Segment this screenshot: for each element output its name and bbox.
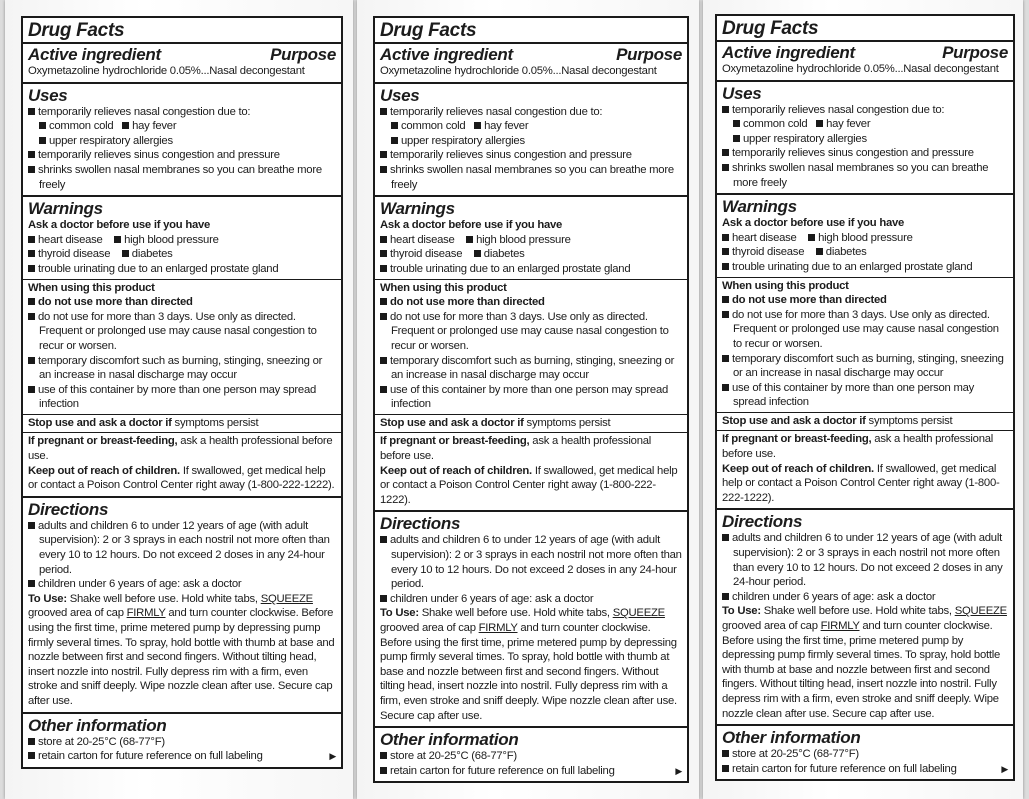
uses-shrinks: shrinks swollen nasal membranes so you can breathe more freely xyxy=(38,163,322,191)
warning-do-not-use: do not use more than directed xyxy=(390,296,545,309)
section-directions xyxy=(717,510,1013,726)
bullet-icon xyxy=(722,384,729,391)
bullet-icon xyxy=(28,236,35,243)
bullet-icon xyxy=(474,122,481,129)
bullet-icon xyxy=(733,135,740,142)
bullet-icon xyxy=(28,522,35,529)
stop-use-bold: Stop use and ask a doctor if xyxy=(28,416,172,429)
other-store: store at 20-25°C (68-77°F) xyxy=(38,735,165,748)
section-uses xyxy=(375,84,687,198)
other-retain: retain carton for future reference on full labeling xyxy=(732,762,957,775)
warning-container: use of this container by more than one person may spread infection xyxy=(732,381,975,409)
bullet-icon xyxy=(380,151,387,158)
warning-discomfort: temporary discomfort such as burning, stinging, sneezing or an increase in nasal discharge may occur xyxy=(38,354,323,382)
drug-facts-label xyxy=(373,16,689,783)
active-ingredient-header: Active ingredient xyxy=(722,43,855,62)
uses-intro: temporarily relieves nasal congestion due to: xyxy=(38,105,251,118)
bullet-icon xyxy=(28,738,35,745)
section-uses xyxy=(23,84,341,198)
warnings-header: Warnings xyxy=(380,199,455,219)
bullet-icon xyxy=(474,250,481,257)
bullet-icon xyxy=(722,234,729,241)
bullet-icon xyxy=(466,236,473,243)
section-other-information xyxy=(375,728,687,781)
bullet-icon xyxy=(722,355,729,362)
directions-adults: adults and children 6 to under 12 years of age (with adult supervision): 2 or 3 sprays in each nostril not more often than every 10 to 12 hours. Do not exceed 2 doses in any 24-hour period. xyxy=(732,532,1003,589)
bullet-icon xyxy=(380,536,387,543)
ingredient-line: Oxymetazoline hydrochloride 0.05%...Nasal decongestant xyxy=(380,65,657,77)
bullet-icon xyxy=(391,122,398,129)
bullet-icon xyxy=(816,120,823,127)
to-use-3: and turn counter clockwise. Before using the first time, prime metered pump by depressing pump firmly several times. To spray, hold bottle with thumb at base and nozzle between first and second fingers. Without tilting head, insert nozzle into nostril. Fully depress rim with a firm, even stroke and sniff deeply. Wipe nozzle clean after use. Secure cap after use. xyxy=(28,607,335,707)
bullet-icon xyxy=(380,357,387,364)
bullet-icon xyxy=(28,151,35,158)
section-other-information xyxy=(717,726,1013,779)
purpose-header: Purpose xyxy=(270,45,336,64)
section-directions xyxy=(375,512,687,728)
uses-sinus: temporarily relieves sinus congestion and pressure xyxy=(732,147,974,160)
drug-facts-title: Drug Facts xyxy=(28,20,125,41)
continue-arrow-icon: ▶ xyxy=(675,765,682,776)
to-use-1: Shake well before use. Hold white tabs, xyxy=(760,605,955,618)
bullet-icon xyxy=(28,580,35,587)
section-directions xyxy=(23,498,341,714)
bullet-icon xyxy=(722,106,729,113)
keep-out-bold: Keep out of reach of children. xyxy=(380,464,532,477)
bullet-icon xyxy=(28,166,35,173)
continue-arrow-icon: ▶ xyxy=(329,751,336,762)
uses-shrinks: shrinks swollen nasal membranes so you can breathe more freely xyxy=(732,161,989,189)
pregnant-bold: If pregnant or breast-feeding, xyxy=(380,435,530,448)
warnings-header: Warnings xyxy=(28,199,103,219)
keep-out-bold: Keep out of reach of children. xyxy=(722,462,874,475)
active-ingredient-header: Active ingredient xyxy=(28,45,161,64)
directions-children: children under 6 years of age: ask a doctor xyxy=(732,590,936,603)
to-use-3: and turn counter clockwise. Before using the first time, prime metered pump by depressing pump firmly several times. To spray, hold bottle with thumb at base and nozzle between first and second fingers. Without tilting head, insert nozzle into nostril. Fully depress rim with a firm, even stroke and sniff deeply. Wipe nozzle clean after use. Secure cap after use. xyxy=(380,622,677,722)
uses-common-cold: common cold xyxy=(49,120,114,133)
bullet-icon xyxy=(380,752,387,759)
firmly-word: FIRMLY xyxy=(478,622,518,634)
bullet-icon xyxy=(380,108,387,115)
squeeze-word: SQUEEZE xyxy=(954,605,1007,618)
to-use-bold: To Use: xyxy=(722,605,761,618)
warning-blood-pressure: high blood pressure xyxy=(124,233,219,246)
warning-do-not-use: do not use more than directed xyxy=(38,296,193,309)
squeeze-word: SQUEEZE xyxy=(612,607,665,620)
carton-panel-middle xyxy=(357,0,699,799)
warning-three-days: do not use for more than 3 days. Use only as directed. Frequent or prolonged use may cause nasal congestion to recur or worsen. xyxy=(38,310,317,352)
purpose-header: Purpose xyxy=(616,45,682,64)
directions-header: Directions xyxy=(722,512,803,532)
warning-urinating: trouble urinating due to an enlarged prostate gland xyxy=(38,262,279,275)
stop-use-bold: Stop use and ask a doctor if xyxy=(380,416,524,429)
other-info-header: Other information xyxy=(722,728,861,748)
section-warnings xyxy=(717,195,1013,510)
section-warnings xyxy=(375,197,687,512)
pregnant-bold: If pregnant or breast-feeding, xyxy=(722,433,872,446)
ingredient-line: Oxymetazoline hydrochloride 0.05%...Nasal decongestant xyxy=(722,63,999,75)
bullet-icon xyxy=(722,248,729,255)
to-use-bold: To Use: xyxy=(380,607,419,620)
warning-container: use of this container by more than one person may spread infection xyxy=(38,383,317,411)
to-use-3: and turn counter clockwise. Before using the first time, prime metered pump by depressing pump firmly several times. To spray, hold bottle with thumb at base and nozzle between first and second fingers. Without tilting head, insert nozzle into nostril. Fully depress rim with a firm, even stroke and sniff deeply. Wipe nozzle clean after use. Secure cap after use. xyxy=(722,620,1001,720)
bullet-icon xyxy=(114,236,121,243)
bullet-icon xyxy=(380,595,387,602)
bullet-icon xyxy=(722,765,729,772)
warning-container: use of this container by more than one person may spread infection xyxy=(390,383,669,411)
warning-three-days: do not use for more than 3 days. Use only as directed. Frequent or prolonged use may cause nasal congestion to recur or worsen. xyxy=(732,308,999,350)
section-header xyxy=(23,18,341,84)
active-ingredient-row xyxy=(375,42,687,64)
warning-diabetes: diabetes xyxy=(825,246,867,259)
stop-use-rest: symptoms persist xyxy=(171,416,259,429)
section-warnings xyxy=(23,197,341,498)
section-uses xyxy=(717,82,1013,196)
bullet-icon xyxy=(380,166,387,173)
to-use-1: Shake well before use. Hold white tabs, xyxy=(418,607,613,620)
uses-allergies: upper respiratory allergies xyxy=(49,134,173,147)
bullet-icon xyxy=(39,137,46,144)
continue-arrow-icon: ▶ xyxy=(1001,763,1008,774)
when-using-heading: When using this product xyxy=(28,281,155,294)
uses-header: Uses xyxy=(380,85,420,105)
bullet-icon xyxy=(28,386,35,393)
other-info-header: Other information xyxy=(28,715,167,735)
directions-header: Directions xyxy=(28,499,109,519)
warning-heart: heart disease xyxy=(38,233,103,246)
bullet-icon xyxy=(28,298,35,305)
bullet-icon xyxy=(380,767,387,774)
pregnant-rest: ask a health professional before use. xyxy=(28,435,333,463)
to-use-2: grooved area of cap xyxy=(722,620,821,632)
firmly-word: FIRMLY xyxy=(126,607,166,620)
warning-diabetes: diabetes xyxy=(131,248,173,261)
uses-shrinks: shrinks swollen nasal membranes so you can breathe more freely xyxy=(390,163,674,191)
bullet-icon xyxy=(122,250,129,257)
bullet-icon xyxy=(722,311,729,318)
bullet-icon xyxy=(380,298,387,305)
carton-panel-right xyxy=(703,0,1023,799)
purpose-header: Purpose xyxy=(942,43,1008,62)
uses-intro: temporarily relieves nasal congestion due to: xyxy=(390,105,603,118)
bullet-icon xyxy=(122,122,129,129)
bullet-icon xyxy=(28,313,35,320)
bullet-icon xyxy=(722,534,729,541)
bullet-icon xyxy=(380,386,387,393)
uses-hay-fever: hay fever xyxy=(132,120,177,133)
section-header xyxy=(375,18,687,84)
uses-header: Uses xyxy=(722,83,762,103)
active-ingredient-header: Active ingredient xyxy=(380,45,513,64)
bullet-icon xyxy=(28,265,35,272)
bullet-icon xyxy=(816,248,823,255)
bullet-icon xyxy=(39,122,46,129)
uses-sinus: temporarily relieves sinus congestion and pressure xyxy=(390,149,632,162)
section-other-information xyxy=(23,714,341,767)
directions-children: children under 6 years of age: ask a doctor xyxy=(390,592,594,605)
directions-adults: adults and children 6 to under 12 years of age (with adult supervision): 2 or 3 sprays in each nostril not more often than every 10 to 12 hours. Do not exceed 2 doses in any 24-hour period. xyxy=(390,534,682,591)
warning-thyroid: thyroid disease xyxy=(390,248,463,261)
directions-children: children under 6 years of age: ask a doctor xyxy=(38,578,242,591)
warning-heart: heart disease xyxy=(390,233,455,246)
bullet-icon xyxy=(722,296,729,303)
bullet-icon xyxy=(28,250,35,257)
bullet-icon xyxy=(380,250,387,257)
drug-facts-label xyxy=(21,16,343,769)
warning-urinating: trouble urinating due to an enlarged prostate gland xyxy=(390,262,631,275)
bullet-icon xyxy=(28,752,35,759)
ask-doctor-heading: Ask a doctor before use if you have xyxy=(380,219,563,232)
stop-use-rest: symptoms persist xyxy=(865,414,953,427)
carton-panel-left xyxy=(5,0,353,799)
uses-header: Uses xyxy=(28,85,68,105)
directions-adults: adults and children 6 to under 12 years of age (with adult supervision): 2 or 3 sprays in each nostril not more often than every 10 to 12 hours. Do not exceed 2 doses in any 24-hour period. xyxy=(38,519,330,576)
drug-facts-label xyxy=(715,14,1015,781)
to-use-2: grooved area of cap xyxy=(380,622,479,634)
stop-use-bold: Stop use and ask a doctor if xyxy=(722,414,866,427)
ask-doctor-heading: Ask a doctor before use if you have xyxy=(28,219,211,232)
active-ingredient-row xyxy=(717,40,1013,62)
bullet-icon xyxy=(733,120,740,127)
squeeze-word: SQUEEZE xyxy=(260,592,313,605)
warning-three-days: do not use for more than 3 days. Use only as directed. Frequent or prolonged use may cause nasal congestion to recur or worsen. xyxy=(390,310,669,352)
other-store: store at 20-25°C (68-77°F) xyxy=(732,748,859,761)
uses-allergies: upper respiratory allergies xyxy=(401,134,525,147)
warning-heart: heart disease xyxy=(732,231,797,244)
warning-thyroid: thyroid disease xyxy=(732,246,805,259)
bullet-icon xyxy=(28,108,35,115)
firmly-word: FIRMLY xyxy=(820,620,860,632)
to-use-1: Shake well before use. Hold white tabs, xyxy=(66,592,261,605)
section-header xyxy=(717,16,1013,82)
warning-blood-pressure: high blood pressure xyxy=(818,231,913,244)
drug-facts-title: Drug Facts xyxy=(722,18,819,39)
directions-header: Directions xyxy=(380,514,461,534)
ask-doctor-heading: Ask a doctor before use if you have xyxy=(722,217,905,230)
other-retain: retain carton for future reference on full labeling xyxy=(390,764,615,777)
uses-hay-fever: hay fever xyxy=(484,120,529,133)
uses-hay-fever: hay fever xyxy=(826,118,871,131)
uses-allergies: upper respiratory allergies xyxy=(743,132,867,145)
keep-out-rest: If swallowed, get medical help or contact a Poison Control Center right away (1-800-222-1222). xyxy=(28,464,335,492)
warning-blood-pressure: high blood pressure xyxy=(476,233,571,246)
bullet-icon xyxy=(808,234,815,241)
pregnant-rest: ask a health professional before use. xyxy=(722,433,994,461)
to-use-bold: To Use: xyxy=(28,592,67,605)
to-use-2: grooved area of cap xyxy=(28,607,127,620)
uses-sinus: temporarily relieves sinus congestion and pressure xyxy=(38,149,280,162)
warning-thyroid: thyroid disease xyxy=(38,248,111,261)
warnings-header: Warnings xyxy=(722,197,797,217)
ingredient-line: Oxymetazoline hydrochloride 0.05%...Nasal decongestant xyxy=(28,65,305,77)
keep-out-rest: If swallowed, get medical help or contact a Poison Control Center right away (1-800-222-1222). xyxy=(722,462,1000,504)
bullet-icon xyxy=(380,313,387,320)
keep-out-bold: Keep out of reach of children. xyxy=(28,464,180,477)
other-store: store at 20-25°C (68-77°F) xyxy=(390,750,517,763)
uses-common-cold: common cold xyxy=(401,120,466,133)
pregnant-bold: If pregnant or breast-feeding, xyxy=(28,435,178,448)
bullet-icon xyxy=(722,149,729,156)
uses-common-cold: common cold xyxy=(743,118,808,131)
warning-diabetes: diabetes xyxy=(483,248,525,261)
warning-discomfort: temporary discomfort such as burning, stinging, sneezing or an increase in nasal discharge may occur xyxy=(390,354,675,382)
drug-facts-title: Drug Facts xyxy=(380,20,477,41)
bullet-icon xyxy=(722,593,729,600)
bullet-icon xyxy=(380,265,387,272)
bullet-icon xyxy=(28,357,35,364)
bullet-icon xyxy=(722,164,729,171)
bullet-icon xyxy=(391,137,398,144)
stop-use-rest: symptoms persist xyxy=(523,416,611,429)
warning-urinating: trouble urinating due to an enlarged prostate gland xyxy=(732,260,973,273)
other-retain: retain carton for future reference on full labeling xyxy=(38,750,263,763)
other-info-header: Other information xyxy=(380,730,519,750)
pregnant-rest: ask a health professional before use. xyxy=(380,435,652,463)
active-ingredient-row xyxy=(23,42,341,64)
uses-intro: temporarily relieves nasal congestion due to: xyxy=(732,103,945,116)
bullet-icon xyxy=(380,236,387,243)
warning-discomfort: temporary discomfort such as burning, stinging, sneezing or an increase in nasal discharge may occur xyxy=(732,352,1004,380)
warning-do-not-use: do not use more than directed xyxy=(732,294,887,307)
bullet-icon xyxy=(722,750,729,757)
when-using-heading: When using this product xyxy=(722,279,849,292)
when-using-heading: When using this product xyxy=(380,281,507,294)
bullet-icon xyxy=(722,263,729,270)
keep-out-rest: If swallowed, get medical help or contact a Poison Control Center right away (1-800-222-1222). xyxy=(380,464,678,506)
